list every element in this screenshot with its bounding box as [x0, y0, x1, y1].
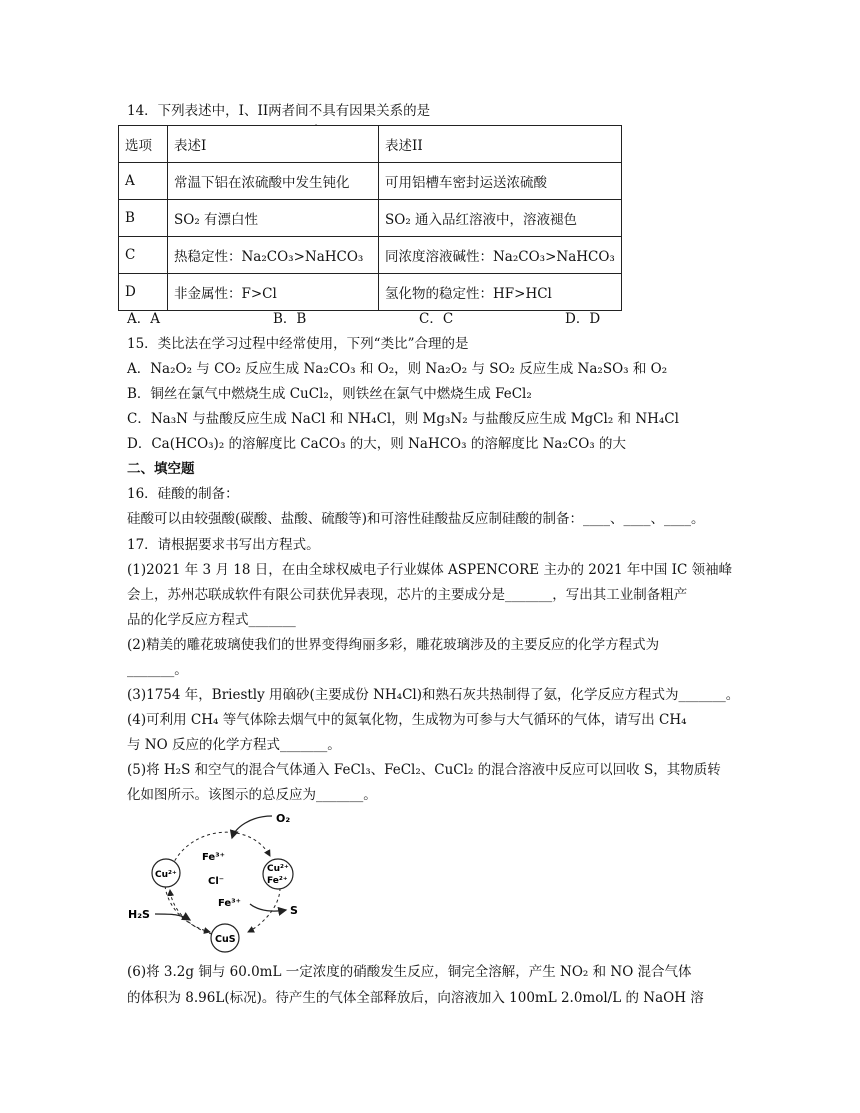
s-label: S — [290, 904, 298, 917]
table-row — [119, 163, 622, 200]
q17-part4-line2: 与 NO 反应的化学方程式_______。 — [127, 737, 341, 753]
q14-title-emphasis: 不 — [308, 103, 323, 119]
choice-a[interactable]: A．A — [127, 311, 160, 327]
q17-part6-line2: 的体积为 8.96L(标况)。待产生的气体全部释放后，向溶液加入 100mL 2.0mol/L 的 NaOH 溶 — [127, 990, 704, 1006]
cus-label: CuS — [215, 934, 236, 945]
cl-label: Cl⁻ — [208, 876, 225, 887]
q17-part5-line1: (5)将 H₂S 和空气的混合气体通入 FeCl₃、FeCl₂、CuCl₂ 的混合溶液中反应可以回收 S，其物质转 — [127, 762, 721, 778]
q17-part1-line3: 品的化学反应方程式_______ — [127, 612, 296, 628]
table-header-row — [119, 126, 622, 163]
q17-part4-line1: (4)可利用 CH₄ 等气体除去烟气中的氮氧化物，生成物为可参与大气循环的气体，请写出 CH₄ — [127, 712, 687, 728]
q17-part1-line1: (1)2021 年 3 月 18 日，在由全球权威电子行业媒体 ASPENCORE 主办的 2021 年中国 IC 领袖峰 — [127, 562, 733, 578]
q17-part5-line2: 化如图所示。该图示的总反应为_______。 — [127, 787, 377, 803]
fe3-bottom-label: Fe³⁺ — [218, 898, 241, 909]
q15-title: 15．类比法在学习过程中经常使用，下列“类比”合理的是 — [127, 336, 469, 352]
table-cell: A — [119, 163, 168, 200]
table-cell: 热稳定性：Na₂CO₃>NaHCO₃ — [168, 237, 379, 274]
table-cell: SO₂ 通入品红溶液中，溶液褪色 — [379, 200, 622, 237]
choice-b[interactable]: B．B — [273, 311, 307, 327]
table-header-cell: 表述II — [379, 126, 622, 163]
cycle-arc-bottom — [170, 890, 212, 934]
q17-part3-line1: (3)1754 年，Briestly 用硇砂(主要成份 NH₄Cl)和熟石灰共热制得了氨，化学反应方程式为_______。 — [127, 687, 740, 703]
table-row — [119, 237, 622, 274]
q14-choices — [127, 309, 600, 329]
choice-d[interactable]: D．D — [565, 311, 601, 327]
table-cell: 常温下铝在浓硫酸中发生钝化 — [168, 163, 379, 200]
table-cell: 可用铝槽车密封运送浓硫酸 — [379, 163, 622, 200]
h2s-label: H₂S — [128, 908, 150, 921]
q15-option-a[interactable]: A．Na₂O₂ 与 CO₂ 反应生成 Na₂CO₃ 和 O₂，则 Na₂O₂ 与 SO₂ 反应生成 Na₂SO₃ 和 O₂ — [127, 361, 668, 377]
q15-option-d[interactable]: D．Ca(HCO₃)₂ 的溶解度比 CaCO₃ 的大，则 NaHCO₃ 的溶解度比 Na₂CO₃ 的大 — [127, 436, 626, 452]
table-cell: 非金属性：F>Cl — [168, 274, 379, 311]
table-row — [119, 200, 622, 237]
o2-arrow — [232, 816, 272, 838]
table-cell: C — [119, 237, 168, 274]
q14-title-part1: 14．下列表述中，I、II两者间 — [127, 103, 309, 119]
q16-text: 硅酸可以由较强酸(碳酸、盐酸、硫酸等)和可溶性硅酸盐反应制硅酸的制备：____、____、____。 — [127, 511, 705, 527]
q17-title: 17．请根据要求书写出方程式。 — [127, 537, 320, 553]
o2-label: O₂ — [276, 812, 291, 825]
q17-part6-line1: (6)将 3.2g 铜与 60.0mL 一定浓度的硝酸发生反应，铜完全溶解，产生 NO₂ 和 NO 混合气体 — [127, 964, 692, 980]
choice-c[interactable]: C．C — [419, 311, 454, 327]
table-header-cell: 表述I — [168, 126, 379, 163]
q14-title — [127, 101, 430, 121]
fe3-top-label: Fe³⁺ — [202, 852, 225, 863]
q14-title-part2: 具有因果关系的是 — [322, 103, 431, 119]
q14-table — [118, 125, 622, 311]
q17-part2-line2: _______。 — [127, 662, 188, 678]
q17-part2-line1: (2)精美的雕花玻璃使我们的世界变得绚丽多彩，雕花玻璃涉及的主要反应的化学方程式为 — [127, 637, 660, 653]
table-cell: B — [119, 200, 168, 237]
table-header-cell: 选项 — [119, 126, 168, 163]
cu2-left-label: Cu²⁺ — [155, 870, 177, 880]
table-cell: 同浓度溶液碱性：Na₂CO₃>NaHCO₃ — [379, 237, 622, 274]
section-heading: 二、填空题 — [127, 461, 195, 477]
q15-option-c[interactable]: C．Na₃N 与盐酸反应生成 NaCl 和 NH₄Cl，则 Mg₃N₂ 与盐酸反应生成 MgCl₂ 和 NH₄Cl — [127, 411, 679, 427]
q17-part1-line2: 会上，苏州芯联成软件有限公司获优异表现，芯片的主要成分是_______，写出其工业制备粗产 — [127, 587, 688, 603]
q15-option-b[interactable]: B．铜丝在氯气中燃烧生成 CuCl₂，则铁丝在氯气中燃烧生成 FeCl₂ — [127, 386, 532, 402]
table-cell: 氢化物的稳定性：HF>HCl — [379, 274, 622, 311]
table-cell: D — [119, 274, 168, 311]
cycle-arc-left-down — [165, 886, 210, 932]
fe2-right-label: Fe²⁺ — [267, 876, 288, 886]
reaction-cycle-diagram — [120, 808, 320, 958]
s-arrow — [250, 904, 286, 911]
cu2-right-label: Cu²⁺ — [267, 864, 289, 874]
table-row — [119, 274, 622, 311]
q16-title: 16．硅酸的制备： — [127, 486, 239, 502]
table-cell: SO₂ 有漂白性 — [168, 200, 379, 237]
